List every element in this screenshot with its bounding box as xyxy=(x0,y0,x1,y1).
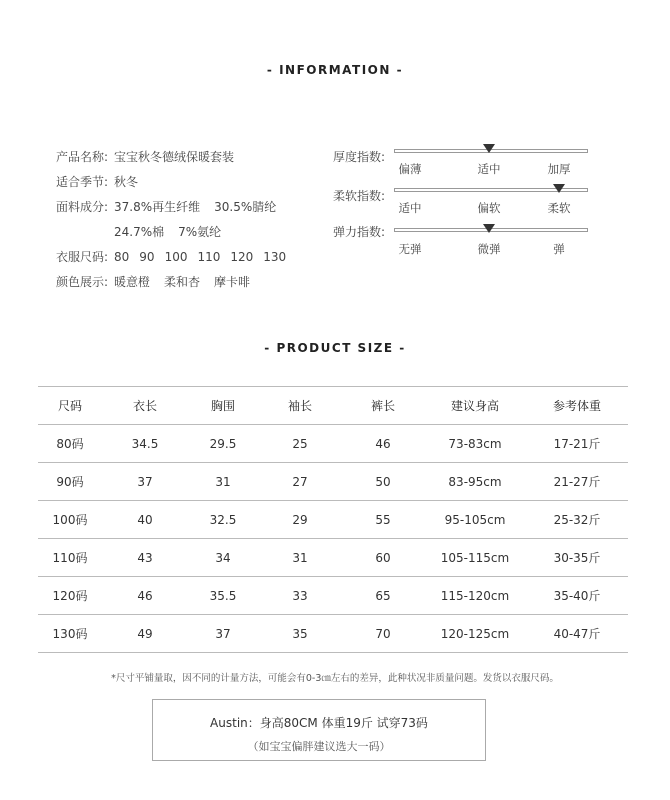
table-cell: 43 xyxy=(102,539,188,577)
table-cell: 110码 xyxy=(38,539,102,577)
table-cell: 27 xyxy=(258,463,342,501)
table-cell: 130码 xyxy=(38,615,102,653)
table-cell: 60 xyxy=(342,539,424,577)
table-cell: 31 xyxy=(188,463,258,501)
size-option: 120 xyxy=(230,250,254,264)
spec-label: 衣服尺码: xyxy=(56,250,109,264)
table-cell: 35 xyxy=(258,615,342,653)
spec-label: 产品名称: xyxy=(56,150,109,164)
table-header: 参考体重 xyxy=(526,387,628,425)
table-header: 裤长 xyxy=(342,387,424,425)
table-cell: 49 xyxy=(102,615,188,653)
size-option: 110 xyxy=(197,250,221,264)
table-cell: 100码 xyxy=(38,501,102,539)
color-option: 暖意橙 xyxy=(114,275,151,289)
table-cell: 105-115cm xyxy=(424,539,526,577)
table-cell: 31 xyxy=(258,539,342,577)
size-option: 90 xyxy=(139,250,155,264)
table-header: 衣长 xyxy=(102,387,188,425)
elasticity-level: 无弹 xyxy=(398,242,422,256)
table-cell: 25-32斤 xyxy=(526,501,628,539)
spec-label: 适合季节: xyxy=(56,175,109,189)
spec-colors xyxy=(56,273,250,290)
model-stats: Austin：身高80CM 体重19斤 试穿73码 xyxy=(210,716,428,730)
spec-value: 7%氨纶 xyxy=(178,225,222,239)
table-cell: 30-35斤 xyxy=(526,539,628,577)
table-cell: 40 xyxy=(102,501,188,539)
table-cell: 32.5 xyxy=(188,501,258,539)
table-row xyxy=(38,463,628,501)
table-cell: 17-21斤 xyxy=(526,425,628,463)
spec-fabric xyxy=(56,198,276,215)
table-cell: 29 xyxy=(258,501,342,539)
table-header: 尺码 xyxy=(38,387,102,425)
table-cell: 46 xyxy=(102,577,188,615)
spec-season xyxy=(56,173,138,190)
model-info-box xyxy=(152,699,486,761)
spec-value: 24.7%棉 xyxy=(114,225,165,239)
table-cell: 33 xyxy=(258,577,342,615)
elasticity-index-label: 弹力指数: xyxy=(333,225,386,239)
softness-level: 偏软 xyxy=(477,201,501,215)
thickness-level: 偏薄 xyxy=(398,162,422,176)
table-cell: 35-40斤 xyxy=(526,577,628,615)
table-cell: 73-83cm xyxy=(424,425,526,463)
table-cell: 90码 xyxy=(38,463,102,501)
table-cell: 95-105cm xyxy=(424,501,526,539)
product-size-title: - PRODUCT SIZE - xyxy=(264,341,406,355)
table-cell: 55 xyxy=(342,501,424,539)
table-header-row xyxy=(38,387,628,425)
table-cell: 37 xyxy=(188,615,258,653)
spec-value: 37.8%再生纤维 xyxy=(114,200,201,214)
elasticity-level: 微弹 xyxy=(477,242,501,256)
softness-level: 柔软 xyxy=(547,201,571,215)
table-cell: 65 xyxy=(342,577,424,615)
elasticity-level: 弹 xyxy=(553,242,565,256)
softness-level: 适中 xyxy=(398,201,422,215)
thickness-index-label: 厚度指数: xyxy=(333,150,386,164)
spec-fabric-continued xyxy=(56,223,221,240)
table-cell: 70 xyxy=(342,615,424,653)
softness-index-marker xyxy=(553,184,565,193)
table-cell: 80码 xyxy=(38,425,102,463)
table-cell: 29.5 xyxy=(188,425,258,463)
table-cell: 25 xyxy=(258,425,342,463)
table-cell: 115-120cm xyxy=(424,577,526,615)
information-title: - INFORMATION - xyxy=(266,63,404,77)
table-header: 胸围 xyxy=(188,387,258,425)
model-advice: （如宝宝偏胖建议选大一码） xyxy=(247,740,391,753)
size-option: 130 xyxy=(263,250,287,264)
thickness-level: 加厚 xyxy=(547,162,571,176)
table-cell: 40-47斤 xyxy=(526,615,628,653)
spec-label: 颜色展示: xyxy=(56,275,109,289)
elasticity-index-marker xyxy=(483,224,495,233)
table-row xyxy=(38,539,628,577)
table-row xyxy=(38,501,628,539)
table-row xyxy=(38,577,628,615)
table-cell: 46 xyxy=(342,425,424,463)
color-option: 柔和杏 xyxy=(164,275,201,289)
spec-value: 秋冬 xyxy=(114,175,139,189)
table-cell: 37 xyxy=(102,463,188,501)
table-row xyxy=(38,615,628,653)
table-cell: 50 xyxy=(342,463,424,501)
measurement-note: *尺寸平铺量取，因不同的计量方法，可能会有0-3㎝左右的差异，此种状况非质量问题。发货以衣服尺码。 xyxy=(111,673,559,684)
table-header: 建议身高 xyxy=(424,387,526,425)
thickness-index-marker xyxy=(483,144,495,153)
color-option: 摩卡啡 xyxy=(214,275,251,289)
spec-sizes xyxy=(56,248,286,265)
table-cell: 34.5 xyxy=(102,425,188,463)
spec-label: 面料成分: xyxy=(56,200,109,214)
table-cell: 35.5 xyxy=(188,577,258,615)
table-cell: 120-125cm xyxy=(424,615,526,653)
spec-value: 宝宝秋冬德绒保暖套装 xyxy=(114,150,235,164)
table-header: 袖长 xyxy=(258,387,342,425)
size-option: 100 xyxy=(164,250,188,264)
table-cell: 120码 xyxy=(38,577,102,615)
table-cell: 34 xyxy=(188,539,258,577)
table-row xyxy=(38,425,628,463)
table-cell: 21-27斤 xyxy=(526,463,628,501)
thickness-level: 适中 xyxy=(477,162,501,176)
spec-product-name xyxy=(56,148,234,165)
table-cell: 83-95cm xyxy=(424,463,526,501)
size-table xyxy=(38,386,628,653)
size-option: 80 xyxy=(114,250,130,264)
softness-index-label: 柔软指数: xyxy=(333,189,386,203)
spec-value: 30.5%腈纶 xyxy=(214,200,277,214)
